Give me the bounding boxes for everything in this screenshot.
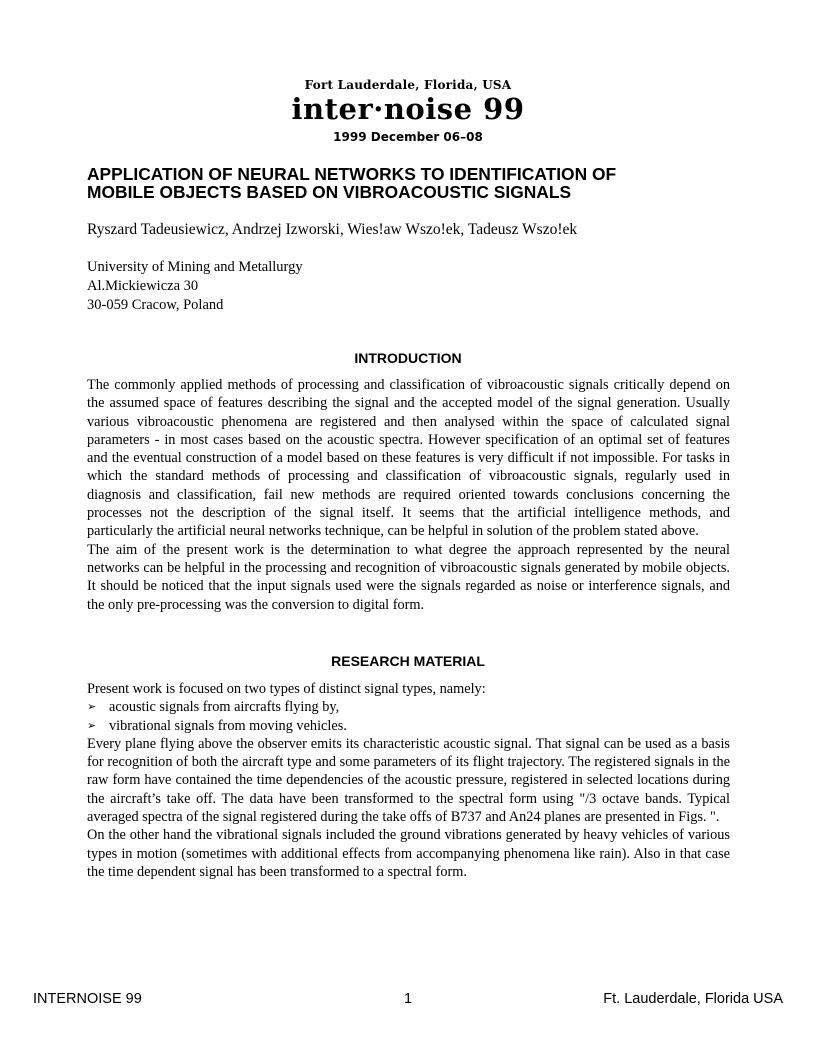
title-line: APPLICATION OF NEURAL NETWORKS TO IDENTIFICATION OF	[87, 164, 617, 184]
conference-date: 1999 December 06–08	[333, 130, 483, 144]
arrow-bullet-icon: ➢	[87, 718, 97, 732]
affiliation-line: Al.Mickiewicza 30	[87, 278, 199, 294]
affiliation	[87, 258, 303, 315]
footer-page-number: 1	[403, 991, 413, 1007]
paragraph: Present work is focused on two types of distinct signal types, namely:	[87, 681, 486, 697]
conference-logo: inter·noise 99	[291, 92, 525, 126]
arrow-bullet-icon: ➢	[87, 700, 97, 714]
list-item-text: acoustic signals from aircrafts flying by,	[109, 699, 340, 716]
list-item	[87, 717, 730, 735]
paragraph: On the other hand the vibrational signals included the ground vibrations generated by heavy vehicles of various types in motion (sometimes with additional effects from accompanying phenomena like rain). Also in that case the time dependent signal has been transformed to a spectral form.	[87, 827, 730, 880]
affiliation-line: University of Mining and Metallurgy	[87, 259, 303, 275]
authors: Ryszard Tadeusiewicz, Andrzej Izworski, Wies!aw Wszo!ek, Tadeusz Wszo!ek	[87, 221, 578, 238]
title-line: MOBILE OBJECTS BASED ON VIBROACOUSTIC SIGNALS	[87, 182, 572, 202]
affiliation-line: 30-059 Cracow, Poland	[87, 297, 224, 313]
paper-title	[87, 165, 737, 201]
list-item-text: vibrational signals from moving vehicles.	[109, 717, 347, 734]
section-heading-introduction: INTRODUCTION	[354, 350, 462, 366]
research-material-body	[87, 680, 730, 881]
list-item	[87, 698, 730, 716]
section-heading-research-material: RESEARCH MATERIAL	[331, 653, 485, 669]
introduction-body	[87, 376, 730, 614]
paragraph: Every plane flying above the observer emits its characteristic acoustic signal. That signal can be used as a basis for recognition of both the aircraft type and some parameters of its flight trajectory. The registered signals in the raw form have contained the time dependencies of the acoustic pressure, registered in selected locations during the aircraft’s take off. The data have been transformed to the spectral form using "/3 octave bands. Typical averaged spectra of the signal registered during the take offs of B737 and An24 planes are presented in Figs. ".	[87, 735, 730, 826]
conference-location: Fort Lauderdale, Florida, USA	[304, 78, 512, 92]
footer-location: Ft. Lauderdale, Florida USA	[603, 991, 783, 1007]
footer-conference: INTERNOISE 99	[33, 991, 142, 1007]
paragraph: The commonly applied methods of processing and classification of vibroacoustic signals critically depend on the assumed space of features describing the signal and the accepted model of the signal generation. Usually various vibroacoustic phenomena are registered and then analysed within the space of calculated signal parameters - in most cases based on the acoustic spectra. However specification of an optimal set of features and the eventual construction of a model based on these features is very difficult if not impossible. For tasks in which the standard methods of processing and classification of vibroacoustic signals, regularly used in diagnosis and classification, fail new methods are required oriented towards conclusions concerning the processes not the description of the signal itself. It seems that the artificial intelligence methods, and particularly the artificial neural networks technique, can be helpful in solution of the problem stated above.	[87, 377, 730, 540]
paragraph: The aim of the present work is the determination to what degree the approach represented by the neural networks can be helpful in the processing and recognition of vibroacoustic signals generated by mobile objects. It should be noticed that the input signals used were the signals regarded as noise or interference signals, and the only pre-processing was the conversion to digital form.	[87, 541, 730, 613]
